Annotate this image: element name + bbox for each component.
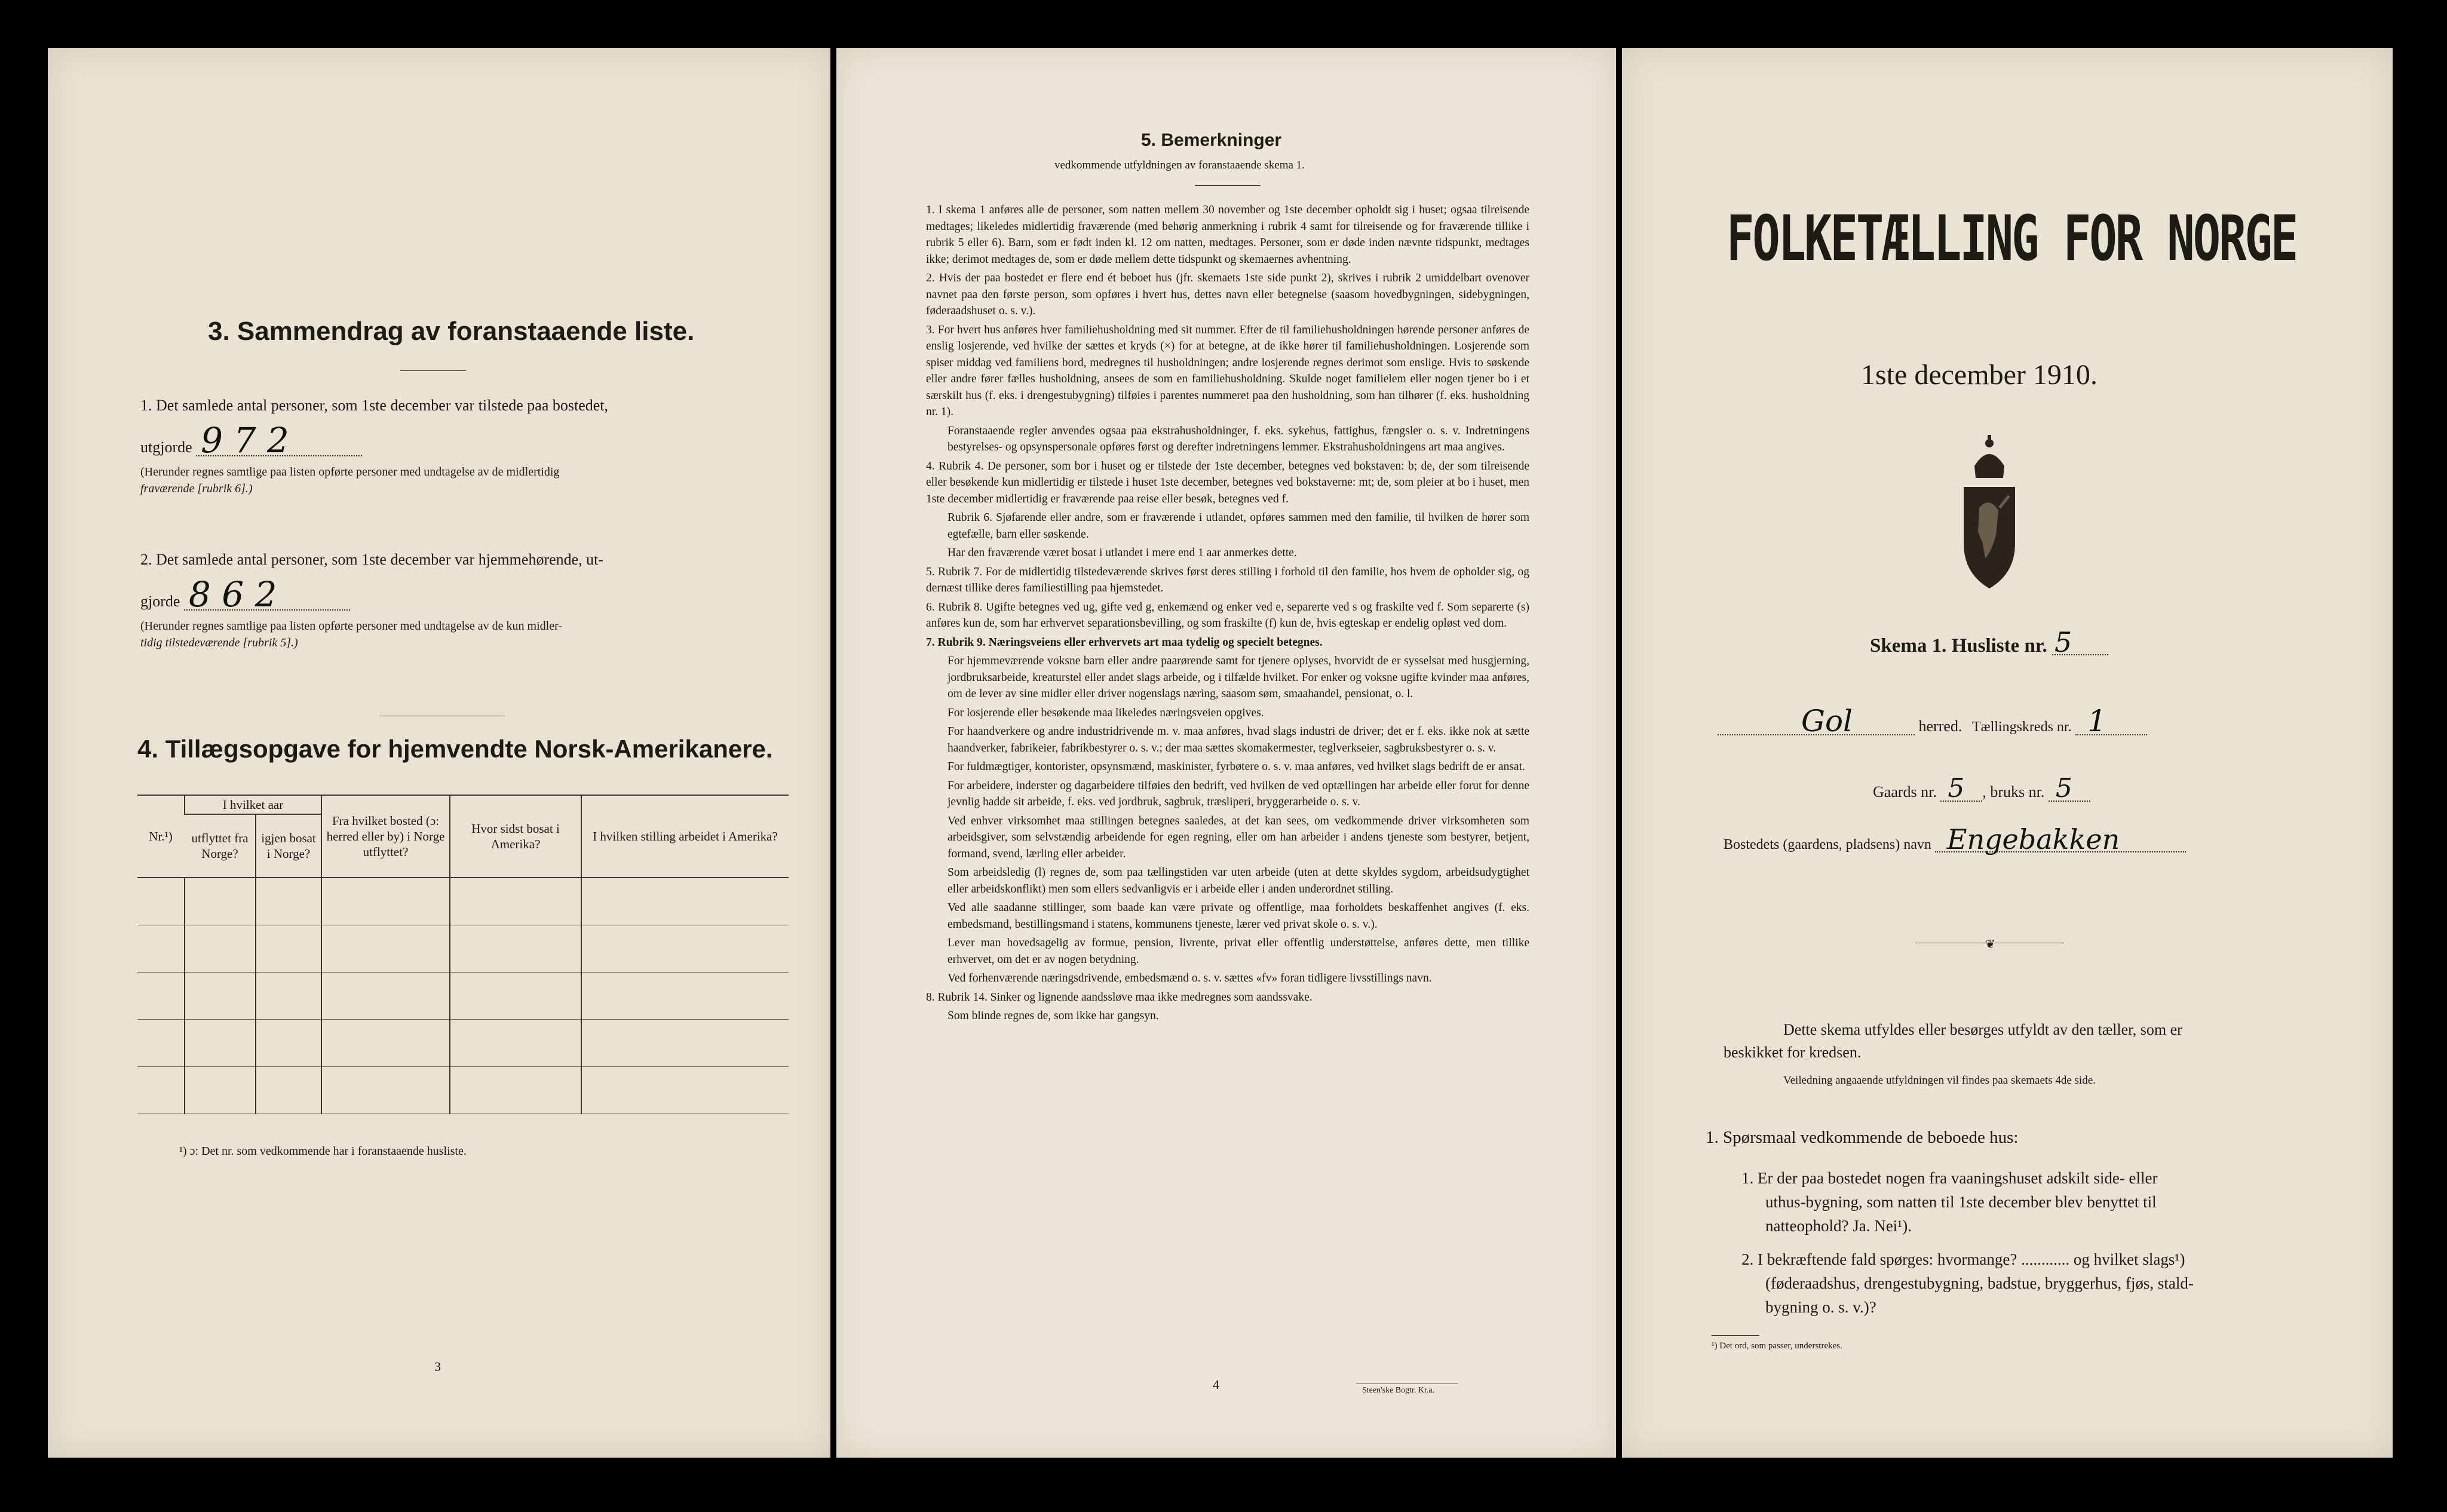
remark-paragraph: Ved forhenværende næringsdrivende, embedsmænd o. s. v. sættes «fv» foran tidligere livsstillings navn. xyxy=(947,972,1432,985)
remark-paragraph: Rubrik 6. Sjøfarende eller andre, som er fraværende i utlandet, opføres sammen med den familie, til hvilken de hører som egtefælle, barn eller søskende. xyxy=(947,511,1529,541)
bruks-label: , bruks nr. xyxy=(1982,783,2045,801)
page-number: 4 xyxy=(1213,1377,1219,1392)
bruks-value: 5 xyxy=(2049,777,2090,802)
remark-paragraph: Lever man hovedsagelig av formue, pension, livrente, privat eller offentlig understøttelse, anføres dette, men tillike erhvervet, om det er av nogen betydning. xyxy=(947,937,1529,966)
item2-text: 2. Det samlede antal personer, som 1ste december var hjemmehørende, ut- xyxy=(140,551,604,568)
intro-a: Dette skema utfyldes eller besørges utfyldt av den tæller, som er xyxy=(1783,1021,2182,1038)
item2-value: 8 6 2 xyxy=(184,579,350,611)
section4-heading: 4. Tillægsopgave for hjemvendte Norsk-Amerikanere. xyxy=(137,735,773,763)
q1-line-c: natteophold? Ja. Nei¹). xyxy=(1765,1217,1912,1235)
q1-line-b: uthus-bygning, som natten til 1ste december blev benyttet til xyxy=(1765,1193,2157,1211)
item1-note-b: fraværende [rubrik 6].) xyxy=(140,482,253,495)
gaards-label: Gaards nr. xyxy=(1873,783,1937,801)
kreds-label: Tællingskreds nr. xyxy=(1971,719,2072,735)
col-emigrated: utflyttet fra Norge? xyxy=(185,814,256,878)
remark-paragraph: 6. Rubrik 8. Ugifte betegnes ved ug, gifte ved g, enkemænd og enker ved e, separerte ved s og fraskilte ved f. Som separerte (s) anføres kun de, som har erhvervet separationsbevilling, og som fraskilte (f) kun de, hvis egteskap er endelig opløst ved dom. xyxy=(926,600,1529,630)
remark-paragraph: Foranstaaende regler anvendes ogsaa paa ekstrahusholdninger, f. eks. sykehus, fattighus, fængsler o. s. v. Indretningens bestyrelses- og opsynspersonale opføres først og derefter indretningens lemmer. Ekstrahusholdningens art maa angives. xyxy=(947,424,1529,453)
page-4 xyxy=(836,48,1616,1458)
remark-paragraph: Som arbeidsledig (l) regnes de, som paa tællingstiden var uten arbeide (uten at dette skyldes sygdom, arbeidsudygtighet eller arbeidskonflikt) men som ellers sedvanligvis er i arbeide eller i anden underordnet stilling. xyxy=(947,866,1529,895)
item1-text: 1. Det samlede antal personer, som 1ste december var tilstede paa bostedet, xyxy=(140,397,609,414)
remarks-subheading: vedkommende utfyldningen av foranstaaende skema 1. xyxy=(1054,159,1305,171)
schema-label xyxy=(1870,626,2108,658)
page-1 xyxy=(1622,48,2393,1458)
remark-paragraph: For losjerende eller besøkende maa likeledes næringsveien opgives. xyxy=(947,706,1264,719)
table-row xyxy=(137,1020,789,1067)
norsk-amerikanere-table xyxy=(137,795,789,1114)
questions-heading-text: 1. Spørsmaal vedkommende de beboede hus: xyxy=(1706,1128,2019,1147)
herred-value: Gol xyxy=(1718,708,1915,735)
col-where: Hvor sidst bosat i Amerika? xyxy=(450,795,581,878)
remark-paragraph: Som blinde regnes de, som ikke har gangsyn. xyxy=(947,1010,1159,1022)
item1-label: utgjorde xyxy=(140,438,192,456)
remark-paragraph: Ved alle saadanne stillinger, som baade kan være private og offentlige, maa forholdets beskaffenhet angives (f. eks. embedsmand, bestillingsmand i statens, kommunens tjeneste, lærer ved privat skole o. s. v.). xyxy=(947,901,1529,931)
herred-line xyxy=(1718,704,2291,738)
intro-text xyxy=(1724,1019,2321,1064)
gaards-value: 5 xyxy=(1940,777,1982,802)
item2-label: gjorde xyxy=(140,593,180,610)
section3-item1 xyxy=(140,394,792,497)
table-row xyxy=(137,925,789,973)
col-year-group: I hvilket aar xyxy=(185,795,321,814)
divider xyxy=(400,370,466,371)
col-returned: igjen bosat i Norge? xyxy=(256,814,321,878)
q1-line-a: 1. Er der paa bostedet nogen fra vaaningshuset adskilt side- eller xyxy=(1741,1169,2158,1187)
questions-heading xyxy=(1706,1128,2019,1148)
col-nr: Nr.¹) xyxy=(137,795,185,878)
section4-footnote: ¹) ɔ: Det nr. som vedkommende har i foranstaaende husliste. xyxy=(179,1145,467,1158)
page-number: 3 xyxy=(434,1359,441,1374)
remarks-body xyxy=(926,202,1529,1027)
bosted-value: Engebakken xyxy=(1935,827,2186,852)
remark-paragraph: 2. Hvis der paa bostedet er flere end ét beboet hus (jfr. skemaets 1ste side punkt 2), skrives i rubrik 2 umiddelbart ovenover navnet paa den første person, som opføres i hvert hus, dettes navn eller betegnelse (saasom hovedbygningen, sidebygningen, føderaadshuset o. s. v.). xyxy=(926,272,1529,317)
census-date: 1ste december 1910. xyxy=(1861,359,2098,391)
section3-item2 xyxy=(140,548,792,651)
intro-b: beskikket for kredsen. xyxy=(1724,1044,1862,1061)
remark-paragraph: Ved enhver virksomhet maa stillingen betegnes saaledes, at det kan sees, om vedkommende driver virksomheten som arbeidsgiver, som selvstændig arbeidende for egen regning, eller om han arbeider i andens tjeneste som bestyrer, betjent, formand, svend, lærling eller arbeider. xyxy=(947,814,1529,860)
question-1 xyxy=(1741,1166,2303,1238)
divider xyxy=(1195,185,1261,186)
remark-paragraph: 5. Rubrik 7. For de midlertidig tilstedeværende skrives først deres stilling i forhold til den familie, hos hvem de opholder sig, og dernæst tillike deres familiestilling paa hjemstedet. xyxy=(926,565,1529,594)
kreds-value: 1 xyxy=(2075,708,2147,735)
remarks-heading: 5. Bemerkninger xyxy=(1141,130,1282,150)
table-row xyxy=(137,973,789,1020)
veiledning: Veiledning angaaende utfyldningen vil findes paa skemaets 4de side. xyxy=(1783,1074,2096,1087)
item2-note-b: tidig tilstedeværende [rubrik 5].) xyxy=(140,636,298,649)
bosted-label: Bostedets (gaardens, pladsens) navn xyxy=(1724,837,1931,852)
q2-line-a: 2. I bekræftende fald spørges: hvormange? ............ og hvilket slags¹) xyxy=(1741,1250,2185,1268)
ornament-icon: ❦ xyxy=(1985,938,1995,951)
section3-heading: 3. Sammendrag av foranstaaende liste. xyxy=(208,317,695,346)
q2-line-b: (føderaadshus, drengestubygning, badstue, bryggerhus, fjøs, stald- xyxy=(1765,1274,2194,1292)
item1-value: 9 7 2 xyxy=(196,425,362,456)
herred-label: herred. xyxy=(1918,717,1962,735)
table-row xyxy=(137,1067,789,1114)
table-row xyxy=(137,878,789,925)
remark-paragraph: For arbeidere, inderster og dagarbeidere tilføies den bedrift, ved hvilken de ved optællingen har arbeide eller forut for denne jevnlig hadde sit arbeide, f. eks. ved jordbruk, sagbruk, træsliperi, bryggerarbeide o. s. v. xyxy=(947,779,1529,808)
schema-label-text: Skema 1. Husliste nr. xyxy=(1870,635,2047,657)
census-title: FOLKETÆLLING FOR NORGE xyxy=(1727,202,2297,275)
gaards-line xyxy=(1873,773,2090,803)
printer-mark: Steen'ske Bogtr. Kr.a. xyxy=(1362,1386,1435,1395)
remark-paragraph: 8. Rubrik 14. Sinker og lignende aandssløve maa ikke medregnes som aandssvake. xyxy=(926,990,1313,1004)
item2-note: (Herunder regnes samtlige paa listen opførte personer med undtagelse av de kun midler- xyxy=(140,619,563,633)
remark-paragraph: 7. Rubrik 9. Næringsveiens eller erhvervets art maa tydelig og specielt betegnes. xyxy=(926,636,1323,649)
remark-paragraph: Har den fraværende været bosat i utlandet i mere end 1 aar anmerkes dette. xyxy=(947,547,1297,559)
husliste-nr: 5 xyxy=(2052,630,2108,655)
col-from: Fra hvilket bosted (ɔ: herred eller by) i Norge utflyttet? xyxy=(321,795,450,878)
item1-note: (Herunder regnes samtlige paa listen opførte personer med undtagelse av de midlertidig xyxy=(140,465,560,479)
remark-paragraph: 1. I skema 1 anføres alle de personer, som natten mellem 30 november og 1ste december opholdt sig i huset; ogsaa tilreisende medtages; likeledes midlertidig fraværende (med behørig anmerkning i rubrik 4 samt for tilreisende og for fraværende tillike i rubrik 5 eller 6). Barn, som er født inden kl. 12 om natten, medtages. Personer, som er døde inden nævnte tidspunkt, medtages ikke; derimot medtages de, som er døde mellem dette tidspunkt og skemaernes avhentning. xyxy=(926,204,1529,266)
remark-paragraph: For hjemmeværende voksne barn eller andre paarørende samt for tjenere oplyses, hvorvidt de er sysselsat med husgjerning, jordbruksarbeide, kreaturstel eller andet slags arbeide, og i tilfælde hvilket. For enker og voksne ugifte kvinder maa anføres, om de lever av sine midler eller driver nogenslags næring, saasom søm, smaahandel, pensionat, o. l. xyxy=(947,655,1529,700)
coat-of-arms-icon xyxy=(1957,430,2022,591)
divider xyxy=(1712,1335,1759,1336)
q2-line-c: bygning o. s. v.)? xyxy=(1765,1298,1876,1316)
footnote: ¹) Det ord, som passer, understrekes. xyxy=(1712,1341,1842,1351)
remark-paragraph: For haandverkere og andre industridrivende m. v. maa anføres, hvad slags industri de driver; det er f. eks. ikke nok at sætte haandverker, fabrikeier, fabrikbestyrer o. s. v.; der maa sættes skomakermester, teglverkseier, sagbruksbestyrer o. s. v. xyxy=(947,725,1529,755)
col-position: I hvilken stilling arbeidet i Amerika? xyxy=(581,795,789,878)
remark-paragraph: 3. For hvert hus anføres hver familiehusholdning med sit nummer. Efter de til familiehusholdningen hørende personer anføres de enslig losjerende, ved hvilke der sættes et kryds (×) for at betegne, at de ikke hører til familiehusholdningen. Losjerende som spiser middag ved familiens bord, medregnes til husholdningen; andre losjerende regnes derimot som enslige. Hvis to søskende eller andre fører fælles husholdning, ansees de som en familiehusholdning. Skulde noget familielem eller nogen tjener bo i et særskilt hus (f. eks. i drengestubygning) tilføies i parentes nummeret paa den husholdning, som han tilhører (f. eks. husholdning nr. 1). xyxy=(926,323,1529,418)
bosted-line xyxy=(1724,823,2186,855)
question-2 xyxy=(1741,1247,2303,1319)
page-3 xyxy=(48,48,830,1458)
remark-paragraph: 4. Rubrik 4. De personer, som bor i huset og er tilstede der 1ste december, betegnes ved bokstaven: b; de, der som tilreisende eller besøkende kun midlertidig er tilstede i huset 1ste december, betegnes ved bokstaverne: mt; de, som pleier at bo i huset, men 1ste december midlertidig er fraværende paa reise eller besøk, betegnes ved f. xyxy=(926,459,1529,505)
remark-paragraph: For fuldmægtiger, kontorister, opsynsmænd, maskinister, fyrbøtere o. s. v. maa anføres, ved hvilket slags bedrift de er ansat. xyxy=(947,760,1525,773)
